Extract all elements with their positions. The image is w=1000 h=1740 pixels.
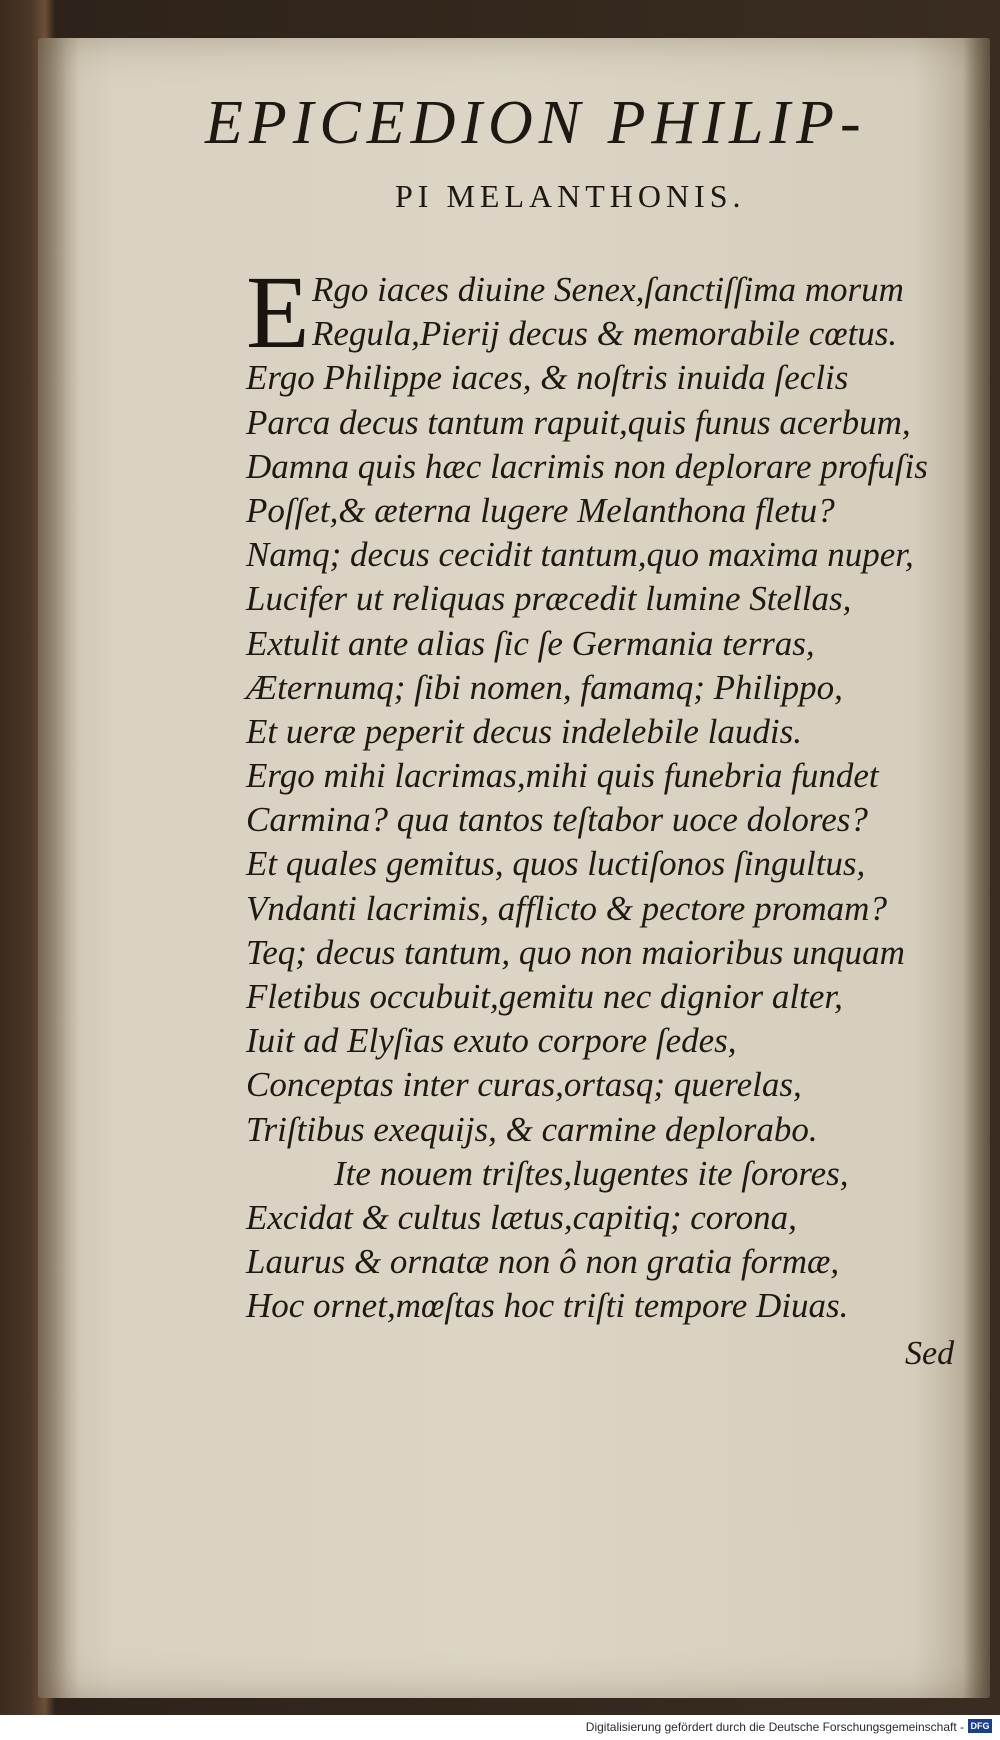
catchword: Sed: [905, 1335, 955, 1372]
poem-line: Poſſet,& æterna lugere Melanthona fletu?: [246, 490, 835, 530]
poem-line: Ergo Philippe iaces, & noſtris inuida ſeclis: [246, 358, 849, 398]
poem-line: Extulit ante alias ſic ſe Germania terras,: [246, 623, 815, 663]
poem-line: Hoc ornet,mœſtas hoc triſti tempore Diuas.: [246, 1286, 849, 1326]
poem-line: Vndanti lacrimis, afflicto & pectore promam?: [246, 888, 887, 928]
poem-line: Et quales gemitus, quos luctiſonos ſingultus,: [246, 844, 866, 884]
poem-line: Triſtibus exequijs, & carmine deplorabo.: [246, 1109, 818, 1149]
dfg-logo: DFG: [968, 1719, 992, 1733]
poem-line: Ergo mihi lacrimas,mihi quis funebria fundet: [246, 756, 879, 796]
poem-line: Namq; decus cecidit tantum,quo maxima nuper,: [246, 535, 914, 575]
poem-line: Lucifer ut reliquas præcedit lumine Stellas,: [246, 579, 852, 619]
poem-line: Æternumq; ſibi nomen, famamq; Philippo,: [246, 667, 843, 707]
poem-line: Teq; decus tantum, quo non maioribus unquam: [246, 932, 905, 972]
poem-line: Carmina? qua tantos teſtabor uoce dolores?: [246, 800, 868, 840]
poem-line: Damna quis hæc lacrimis non deplorare profuſis: [246, 446, 928, 486]
page-edge-shadow: [964, 38, 990, 1698]
poem-line: Excidat & cultus lætus,capitiq; corona,: [246, 1197, 797, 1237]
drop-cap: E: [246, 255, 310, 370]
poem-text: [246, 255, 946, 1329]
poem-line: Ite nouem triſtes,lugentes ite ſorores,: [334, 1153, 849, 1193]
poem-line: Laurus & ornatæ non ô non gratia formæ,: [246, 1242, 840, 1282]
poem-line: Et ueræ peperit decus indelebile laudis.: [246, 711, 803, 751]
poem-line: Conceptas inter curas,ortasq; querelas,: [246, 1065, 802, 1105]
page-gutter-shadow: [38, 38, 80, 1698]
poem-line: Iuit ad Elyſias exuto corpore ſedes,: [246, 1021, 737, 1061]
poem-line: Rgo iaces diuine Senex,ſanctiſſima morum: [312, 270, 904, 309]
page-subtitle: PI MELANTHONIS.: [395, 178, 746, 214]
poem-line: Fletibus occubuit,gemitu nec dignior alter,: [246, 977, 843, 1016]
poem-line: Parca decus tantum rapuit,quis funus acerbum,: [246, 402, 911, 442]
page-title: EPICEDION PHILIP-: [205, 89, 867, 157]
footer-credit: Digitalisierung gefördert durch die Deutsche Forschungsgemeinschaft -: [585, 1720, 964, 1734]
poem-line: Regula,Pierij decus & memorabile cœtus.: [312, 314, 898, 354]
